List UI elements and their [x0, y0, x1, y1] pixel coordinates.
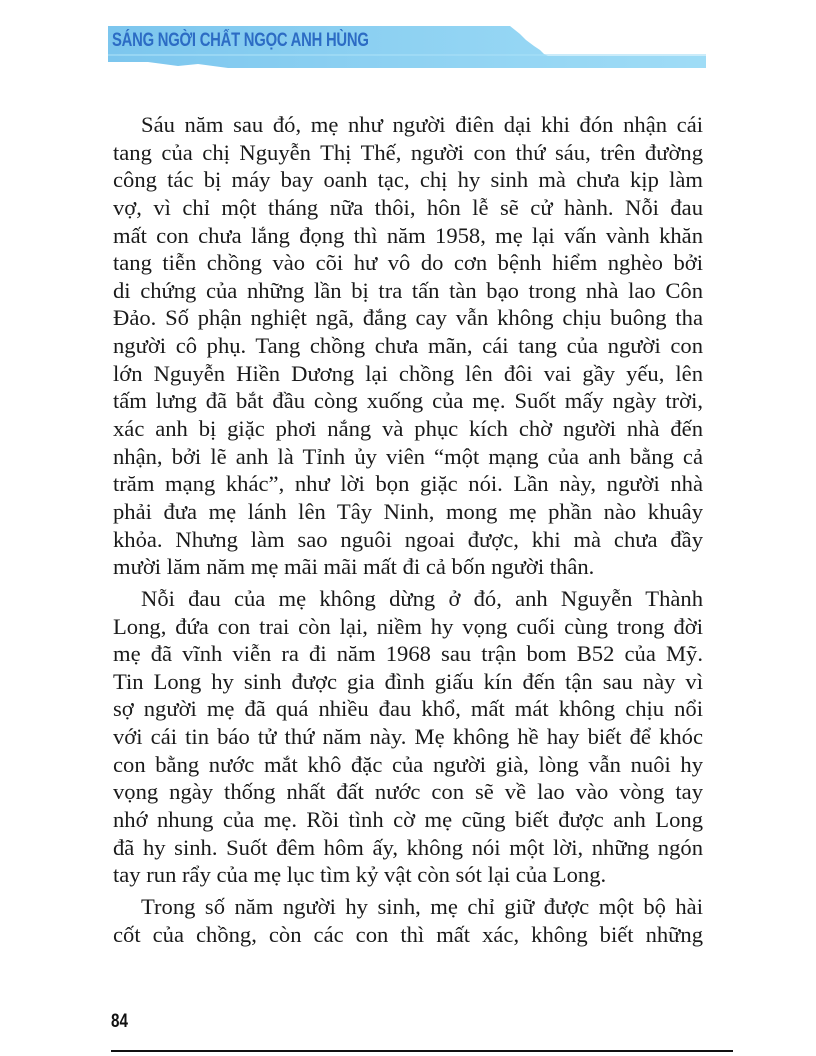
- footer-rule: [111, 1050, 733, 1052]
- text-line: Tin Long hy sinh được gia đình giấu kín đến tận sau này vì: [113, 668, 703, 694]
- text-line: mười lăm năm mẹ mãi mãi mất đi cả bốn người thân.: [113, 554, 595, 580]
- text-line: sợ người mẹ đã quá nhiều đau khổ, mất mát không chịu nổi: [113, 696, 703, 722]
- text-line: cốt của chồng, còn các con thì mất xác, không biết những: [113, 921, 703, 947]
- chapter-header-banner: [108, 26, 708, 70]
- text-line: Đảo. Số phận nghiệt ngã, đắng cay vẫn không chịu buông tha: [113, 305, 703, 331]
- text-line: tang của chị Nguyễn Thị Thế, người con thứ sáu, trên đường: [113, 139, 703, 165]
- text-line: xác anh bị giặc phơi nắng và phục kích chờ người nhà đến: [113, 416, 703, 442]
- text-line: Long, đứa con trai còn lại, niềm hy vọng cuối cùng trong đời: [113, 613, 703, 639]
- text-line: Trong số năm người hy sinh, mẹ chỉ giữ được một bộ hài: [141, 893, 703, 919]
- paragraph: [113, 111, 703, 581]
- text-line: khỏa. Nhưng làm sao nguôi ngoai được, khi mà chưa đầy: [113, 526, 703, 552]
- text-line: tang tiễn chồng vào cõi hư vô do cơn bệnh hiểm nghèo bởi: [113, 250, 703, 276]
- text-line: công tác bị máy bay oanh tạc, chị hy sinh mà chưa kịp làm: [113, 167, 703, 193]
- text-line: tấm lưng đã bắt đầu còng xuống của mẹ. Suốt mấy ngày trời,: [113, 388, 703, 414]
- text-line: Sáu năm sau đó, mẹ như người điên dại khi đón nhận cái: [141, 112, 703, 137]
- text-line: con bằng nước mắt khô đặc của người già, lòng vẫn nuôi hy: [113, 751, 703, 777]
- chapter-title: SÁNG NGỜI CHẤT NGỌC ANH HÙNG: [112, 30, 369, 51]
- text-line: phải đưa mẹ lánh lên Tây Ninh, mong mẹ phần nào khuây: [113, 498, 703, 524]
- text-line: đã hy sinh. Suốt đêm hôm ấy, không nói một lời, những ngón: [113, 834, 703, 860]
- text-line: di chứng của những lần bị tra tấn tàn bạo trong nhà lao Côn: [113, 277, 703, 303]
- paragraph: [113, 893, 703, 948]
- text-line: với cái tin báo tử thứ năm này. Mẹ không hề hay biết để khóc: [113, 724, 703, 750]
- text-line: mất con chưa lắng đọng thì năm 1958, mẹ lại vấn vành khăn: [113, 222, 703, 248]
- text-line: tay run rẩy của mẹ lục tìm kỷ vật còn sót lại của Long.: [113, 862, 607, 888]
- text-line: vợ, vì chỉ một tháng nữa thôi, hôn lễ sẽ cử hành. Nỗi đau: [113, 194, 703, 220]
- text-line: trăm mạng khác”, như lời bọn giặc nói. Lần này, người nhà: [113, 471, 703, 497]
- text-line: nhớ nhung của mẹ. Rồi tình cờ mẹ cũng biết được anh Long: [113, 807, 703, 833]
- body-text: [113, 111, 703, 948]
- text-line: mẹ đã vĩnh viễn ra đi năm 1968 sau trận bom B52 của Mỹ.: [113, 641, 703, 667]
- text-line: Nỗi đau của mẹ không dừng ở đó, anh Nguyễn Thành: [141, 585, 703, 611]
- text-line: người cô phụ. Tang chồng chưa mãn, cái tang của người con: [113, 333, 703, 359]
- text-line: lớn Nguyễn Hiền Dương lại chồng lên đôi vai gầy yếu, lên: [113, 360, 703, 386]
- page-number: 84: [111, 1011, 128, 1032]
- paragraph: [113, 585, 703, 889]
- text-line: vọng ngày thống nhất đất nước con sẽ về lao vào vòng tay: [113, 779, 703, 805]
- text-line: nhận, bởi lẽ anh là Tỉnh ủy viên “một mạng của anh bằng cả: [113, 443, 703, 469]
